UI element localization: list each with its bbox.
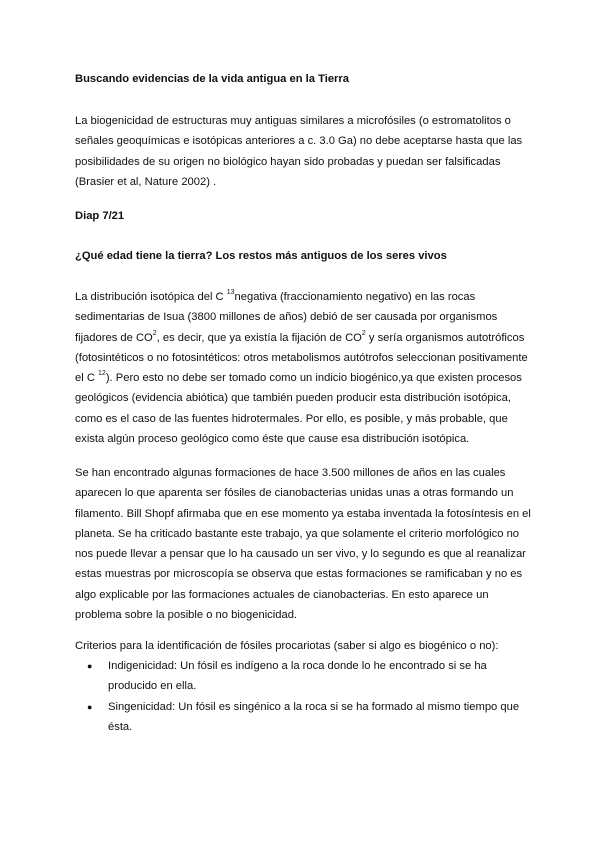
section-heading: ¿Qué edad tiene la tierra? Los restos más antiguos de los seres vivos <box>75 250 447 262</box>
text-line: estas muestras por microscopía se observa que estas formaciones se ramificaban y no es <box>75 568 523 581</box>
bullet-icon: ● <box>87 661 93 671</box>
slide-label: Diap 7/21 <box>75 210 125 222</box>
text-line: Se han encontrado algunas formaciones de hace 3.500 millones de años en las cuales <box>75 467 506 479</box>
text-line: (Brasier et al, Nature 2002) . <box>75 175 217 188</box>
intro-paragraph <box>75 111 535 192</box>
text-line: La biogenicidad de estructuras muy antiguas similares a microfósiles (o estromatolitos o <box>75 115 511 127</box>
text-line: La distribución isotópica del C $^{13}$negativa (fraccionamiento negativo) en las rocas <box>75 289 476 303</box>
text-line: (fotosintéticos o no fotosintéticos: otros metabolismos autótrofos seleccionan positivamente <box>75 351 528 364</box>
text-line: sedimentarias de Isua (3800 millones de años) debió de ser causada por organismos <box>75 311 498 324</box>
text-line: señales geoquímicas e isotópicas anteriores a c. 3.0 Ga) no debe aceptarse hasta que las <box>75 135 523 148</box>
text-line: exista algún proceso geológico como éste que cause esa distribución isotópica. <box>75 433 470 446</box>
text-line: fijadores de $CO^2$, es decir, que ya existía la fijación de $CO^2$ y sería organismos autotróficos <box>75 329 525 344</box>
text-line: nos puede llevar a pensar que lo ha causado un ser vivo, y lo segundo es que al reanalizar <box>75 548 526 561</box>
text-line: problema sobre la posible o no biogenicidad. <box>75 609 298 622</box>
isotope-paragraph <box>75 287 535 449</box>
text-line: filamento. Bill Shopf afirmaba que en ese momento ya estaba inventada la fotosíntesis en el <box>75 507 531 520</box>
bullet-icon: ● <box>87 701 93 712</box>
criteria-list <box>75 656 545 737</box>
text-line: algo explicable por las formaciones actuales de cianobacterias. En esto aparece un <box>75 588 489 601</box>
text-line: posibilidades de su origen no biológico hayan sido probadas y puedan ser falsificadas <box>75 155 501 168</box>
text-line: ésta. <box>108 720 133 733</box>
text-line: el C $^{12}$). Pero esto no debe ser tomado como un indicio biogénico,ya que existen procesos <box>75 370 522 385</box>
text-line: como es el caso de las fuentes hidrotermales. Por ello, es posible, y más probable, que <box>75 412 508 425</box>
text-line: aparecen lo que aparenta ser fósiles de cianobacterias unidas unas a otras formando un <box>75 487 514 500</box>
text-line: Indigenicidad: Un fósil es indígeno a la roca donde lo he encontrado si se ha <box>108 660 487 672</box>
text-line: geológicos (evidencia abiótica) que también pueden producir esta distribución isotópica, <box>75 392 511 405</box>
text-line: planeta. Se ha criticado bastante este trabajo, ya que solamente el criterio morfológico no <box>75 527 520 540</box>
list-item <box>75 697 545 738</box>
fossil-paragraph <box>75 463 535 625</box>
criteria-heading: Criterios para la identificación de fósiles procariotas (saber si algo es biogénico o no): <box>75 640 499 652</box>
text-line: producido en ella. <box>108 680 197 693</box>
list-item <box>75 656 545 697</box>
document-title: Buscando evidencias de la vida antigua en la Tierra <box>75 73 349 85</box>
text-line: Singenicidad: Un fósil es singénico a la roca si se ha formado al mismo tiempo que <box>108 700 520 713</box>
